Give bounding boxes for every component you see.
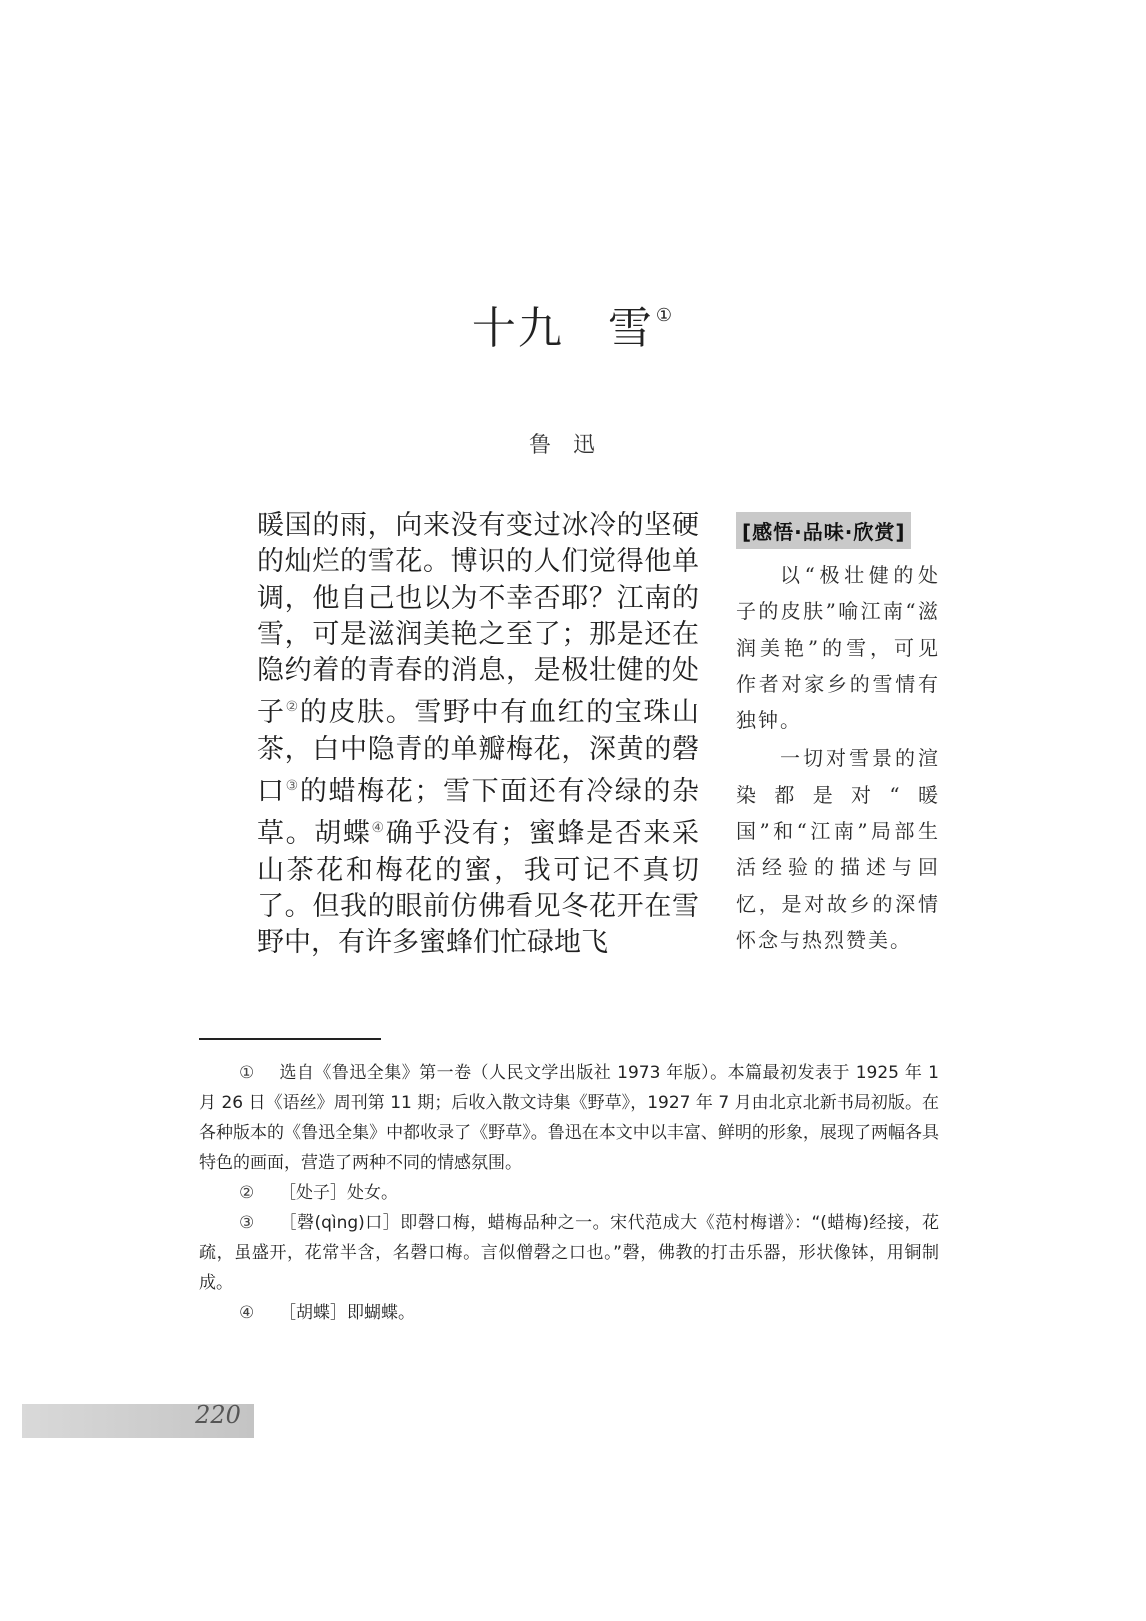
- commentary-note-1: 以“极壮健的处子的皮肤”喻江南“滋润美艳”的雪，可见作者对家乡的雪情有独钟。: [736, 563, 940, 733]
- footnote-text: ［处子］处女。: [279, 1183, 398, 1203]
- footnote-number: ③: [239, 1213, 255, 1233]
- chapter-title: [0, 292, 1146, 356]
- author-name: 鲁迅: [528, 433, 617, 458]
- margin-commentary: [736, 512, 940, 958]
- title-footnote-mark[interactable]: ①: [655, 305, 675, 326]
- footnote-text: ［胡蝶］即蝴蝶。: [279, 1303, 415, 1323]
- footnote-text: ［磬(qìng)口］即磬口梅，蜡梅品种之一。宋代范成大《范村梅谱》：“(蜡梅)经接，花疏，虽盛开，花常半含，名磬口梅。言似僧磬之口也。”磬，佛教的打击乐器，形状像钵，用铜制成。: [199, 1213, 939, 1293]
- footnote-number: ②: [239, 1183, 255, 1203]
- body-segment-4: 确乎没有；蜜蜂是否来采山茶花和梅花的蜜，我可记不真切了。但我的眼前仿佛看见冬花开在雪野中，有许多蜜蜂们忙碌地飞: [257, 818, 700, 959]
- chapter-number: 十九: [471, 303, 564, 354]
- footnote-4: [199, 1298, 939, 1328]
- body-segment-2: 的皮肤。雪野中有血红的宝珠山茶，白中隐青的单瓣梅花，深黄的磬口: [257, 697, 700, 808]
- footnote-divider: [199, 1038, 381, 1040]
- footnote-mark-2[interactable]: ②: [285, 699, 300, 716]
- footnote-mark-4[interactable]: ④: [371, 820, 386, 837]
- commentary-note-2: 一切对雪景的渲染都是对“暖国”和“江南”局部生活经验的描述与回忆，是对故乡的深情怀念与热烈赞美。: [736, 746, 940, 952]
- footnote-2: [199, 1178, 939, 1208]
- body-paragraph: [199, 508, 699, 962]
- footnote-number: ①: [239, 1063, 255, 1083]
- footnote-3: [199, 1208, 939, 1298]
- footnotes: [199, 1058, 939, 1328]
- footnote-number: ④: [239, 1303, 255, 1323]
- footnote-mark-3[interactable]: ③: [285, 778, 300, 795]
- body-segment-3: 的蜡梅花；雪下面还有冷绿的杂草。胡蝶: [257, 776, 700, 850]
- footnote-text: 选自《鲁迅全集》第一卷（人民文学出版社 1973 年版）。本篇最初发表于 1925 年 1 月 26 日《语丝》周刊第 11 期；后收入散文诗集《野草》，1927 年 7 月由北京北新书局初版。在各种版本的《鲁迅全集》中都收录了《野草》。鲁迅在本文中以丰富、鲜明的形象，展现了两幅各具特色的画面，营造了两种不同的情感氛围。: [199, 1063, 939, 1173]
- chapter-name: 雪: [607, 303, 654, 354]
- footnote-1: [199, 1058, 939, 1178]
- body-segment-1: 暖国的雨，向来没有变过冰冷的坚硬的灿烂的雪花。博识的人们觉得他单调，他自己也以为不幸否耶？江南的雪，可是滋润美艳之至了；那是还在隐约着的青春的消息，是极壮健的处子: [257, 510, 699, 729]
- commentary-heading: [感悟·品味·欣赏]: [736, 512, 911, 549]
- page-number: 220: [195, 1401, 241, 1429]
- body-text: [199, 508, 699, 962]
